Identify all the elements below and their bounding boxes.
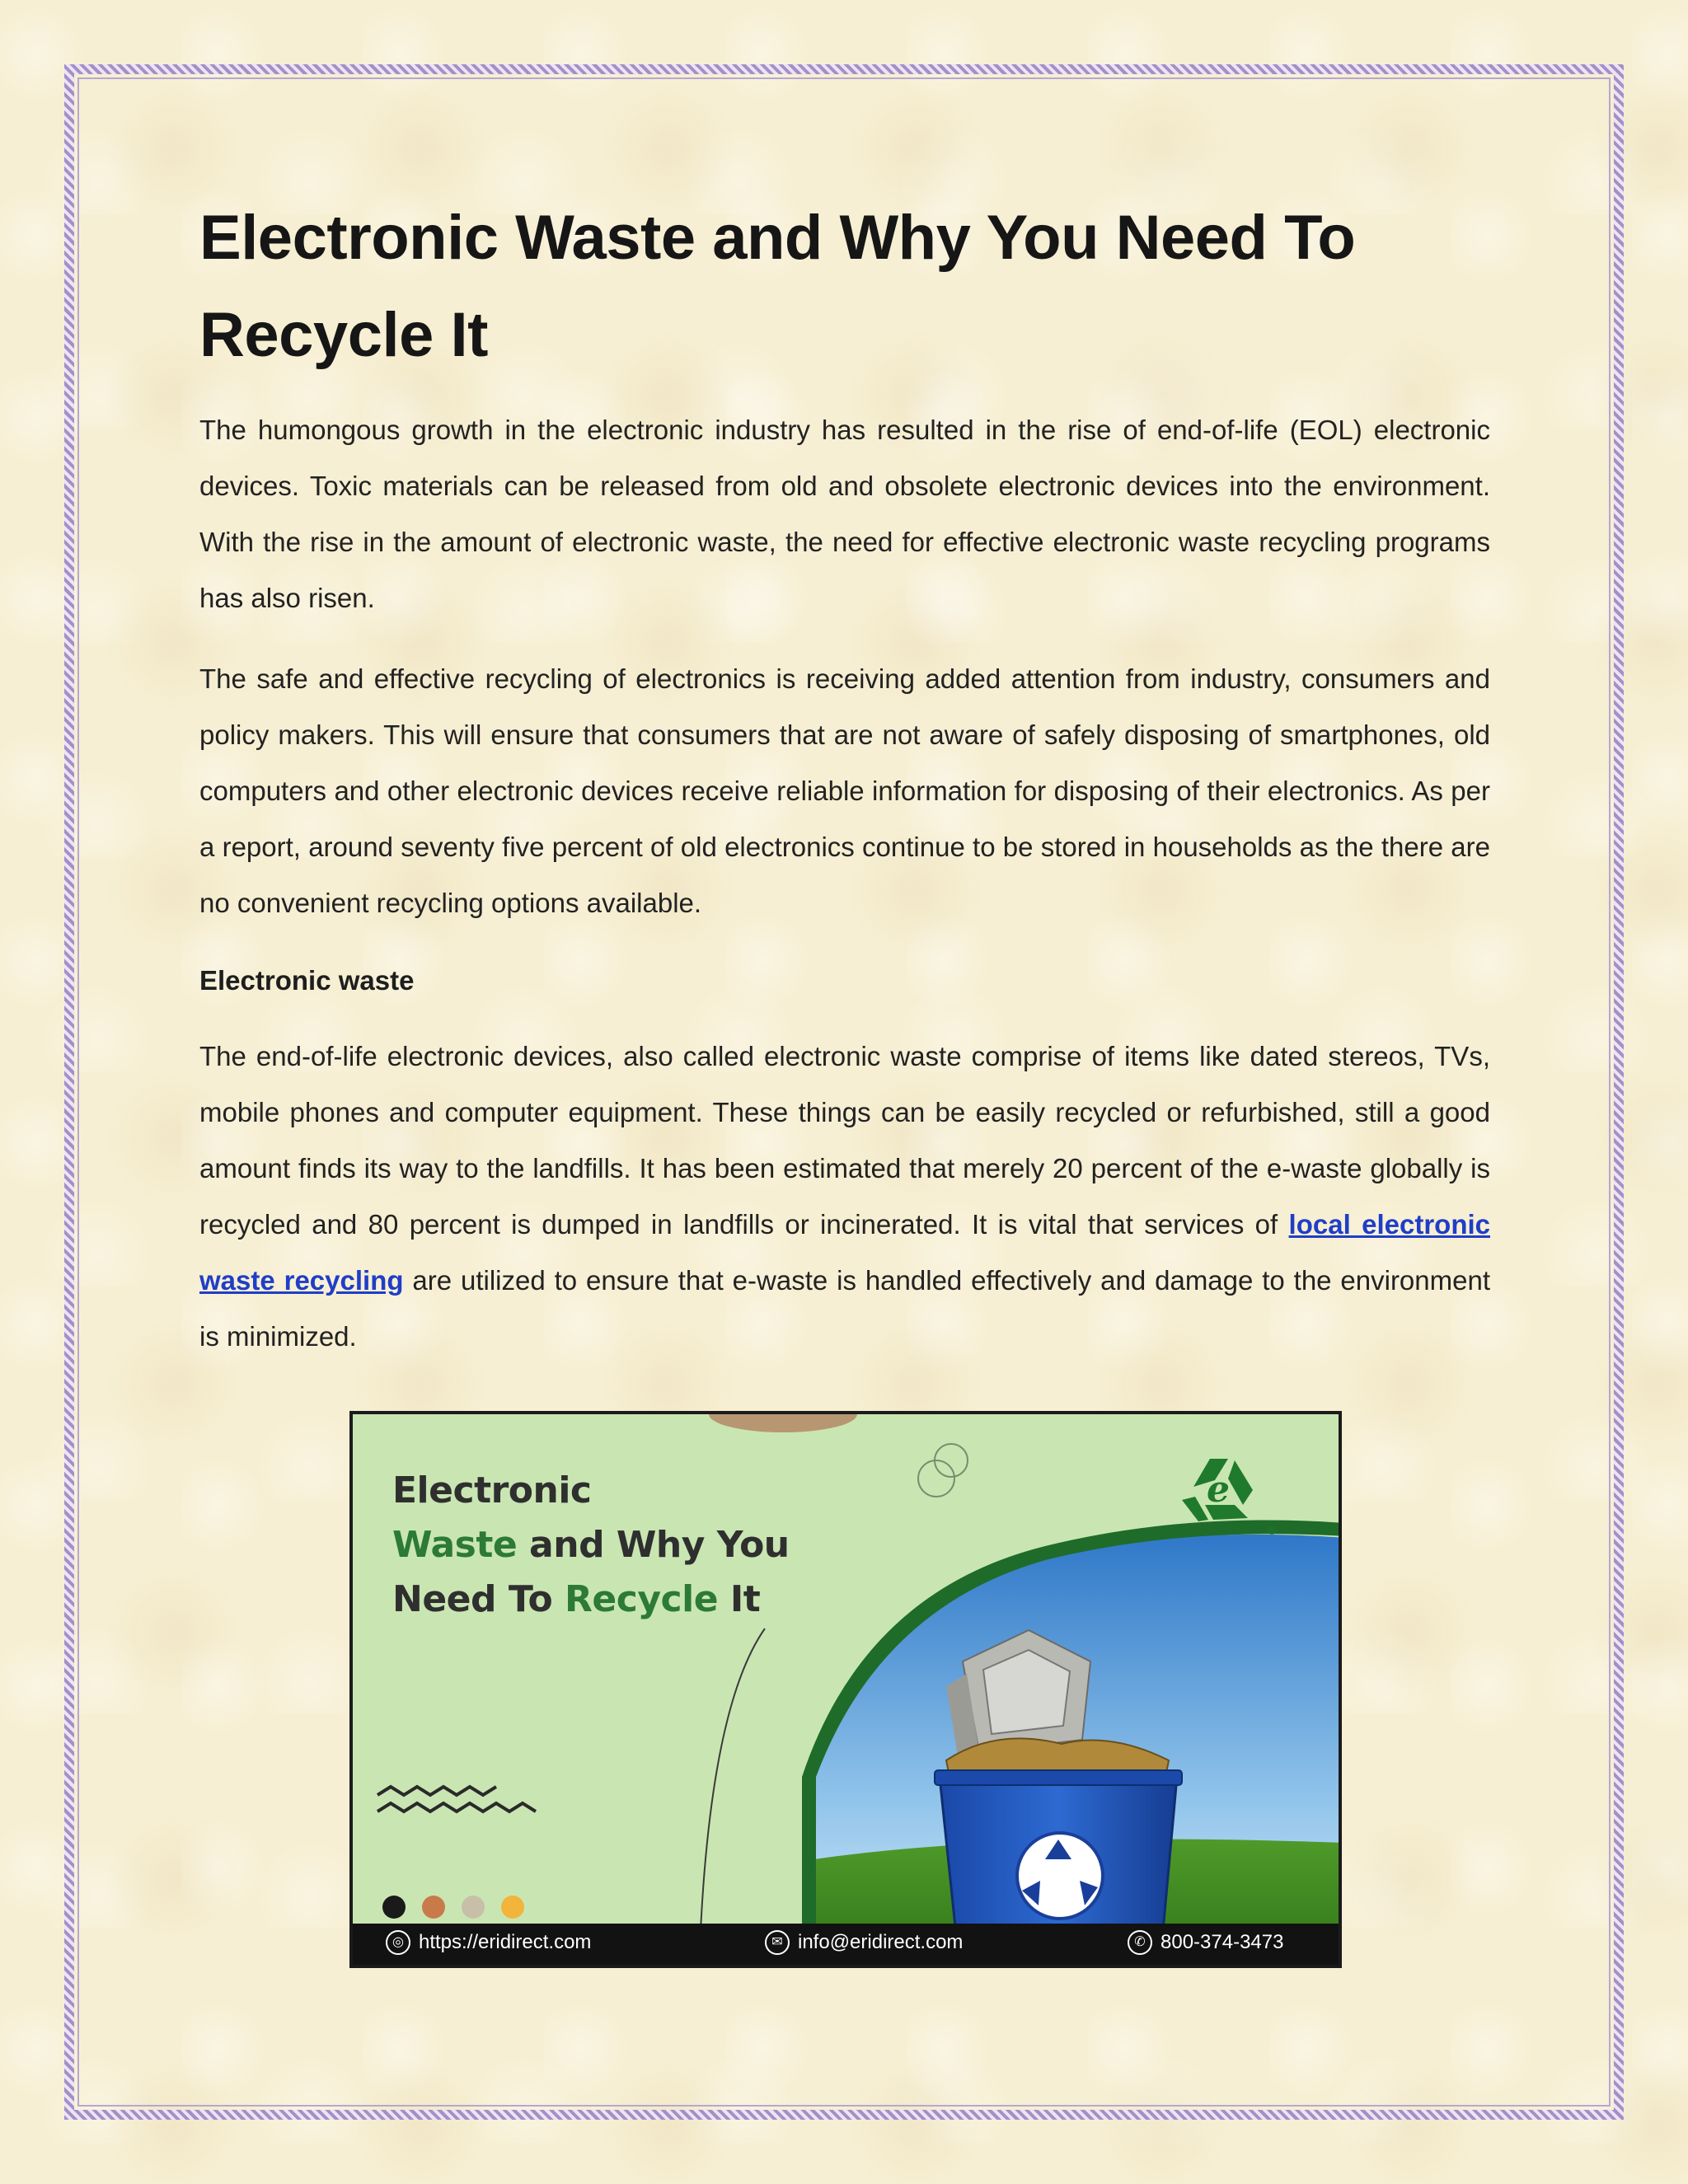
decorative-arc	[699, 1629, 765, 1968]
article-title	[199, 190, 1490, 384]
color-dot	[382, 1896, 406, 1919]
paragraph-3-text-start: The end-of-life electronic devices, also called electronic waste comprise of items like dated stereos, TVs, mobile phones and computer equipment. These things can be easily recycled or refurbished, still a good amount finds its way to the landfills. It has been estimated that merely 20 percent of the e-waste globally is recycled and 80 percent is dumped in landfills or incinerated. It is vital that services of	[199, 1041, 1490, 1240]
banner-website-text: https://eridirect.com	[419, 1931, 592, 1953]
globe-icon: ◎	[386, 1930, 410, 1955]
zigzag-decoration	[377, 1787, 496, 1795]
banner-word-recycle: Recycle	[565, 1578, 719, 1620]
title-line-1: Electronic Waste and Why You Need To	[199, 203, 1356, 273]
banner-title-line-3	[392, 1572, 790, 1627]
svg-text:®: ®	[1266, 1525, 1278, 1538]
banner-email-text: info@eridirect.com	[798, 1931, 964, 1953]
paragraph-3-text-end: are utilized to ensure that e-waste is handled effectively and damage to the environment is minimized.	[199, 1265, 1490, 1352]
mail-icon: ✉	[765, 1930, 790, 1955]
banner-phone	[1128, 1930, 1283, 1955]
phone-icon: ✆	[1128, 1930, 1152, 1955]
banner-title-line-3-start: Need To	[392, 1578, 565, 1620]
banner-title-line-3-end: It	[718, 1578, 761, 1620]
color-dot	[422, 1896, 445, 1919]
banner-title-line-1: Electronic	[392, 1469, 592, 1511]
zigzag-decoration	[377, 1803, 536, 1811]
paragraph-3	[199, 1029, 1490, 1365]
local-ewaste-recycling-link[interactable]: local electronic waste recycling	[199, 1209, 1490, 1296]
banner-word-waste: Waste	[392, 1524, 518, 1566]
section-heading: Electronic waste	[199, 965, 415, 996]
banner-title	[392, 1464, 790, 1627]
banner-contact-bar	[353, 1924, 1339, 1965]
svg-text:e: e	[1207, 1469, 1230, 1511]
article	[199, 190, 1490, 1365]
title-line-2: Recycle It	[199, 300, 488, 370]
color-dot	[462, 1896, 485, 1919]
paragraph-1: The humongous growth in the electronic industry has resulted in the rise of end-of-life (EOL) electronic devices. Toxic materials can be released from old and obsolete electronic devices into the environment. With the rise in the amount of electronic waste, the need for effective electronic waste recycling programs has also risen.	[199, 415, 1490, 613]
banner-title-line-2	[392, 1518, 790, 1572]
banner-email	[765, 1930, 963, 1955]
color-dot	[501, 1896, 524, 1919]
banner-phone-text: 800-374-3473	[1160, 1931, 1284, 1953]
paragraph-2: The safe and effective recycling of electronics is receiving added attention from industry, consumers and policy makers. This will ensure that consumers that are not aware of safely disposing of smartphones, old computers and other electronic devices receive reliable information for disposing of their electronics. As per a report, around seventy five percent of old electronics continue to be stored in households as the there are no convenient recycling options available.	[199, 663, 1490, 918]
banner-title-line-2-rest: and Why You	[517, 1524, 790, 1566]
banner-website	[386, 1930, 591, 1955]
article-banner-image	[349, 1411, 1342, 1968]
decorative-circle	[709, 1414, 857, 1432]
